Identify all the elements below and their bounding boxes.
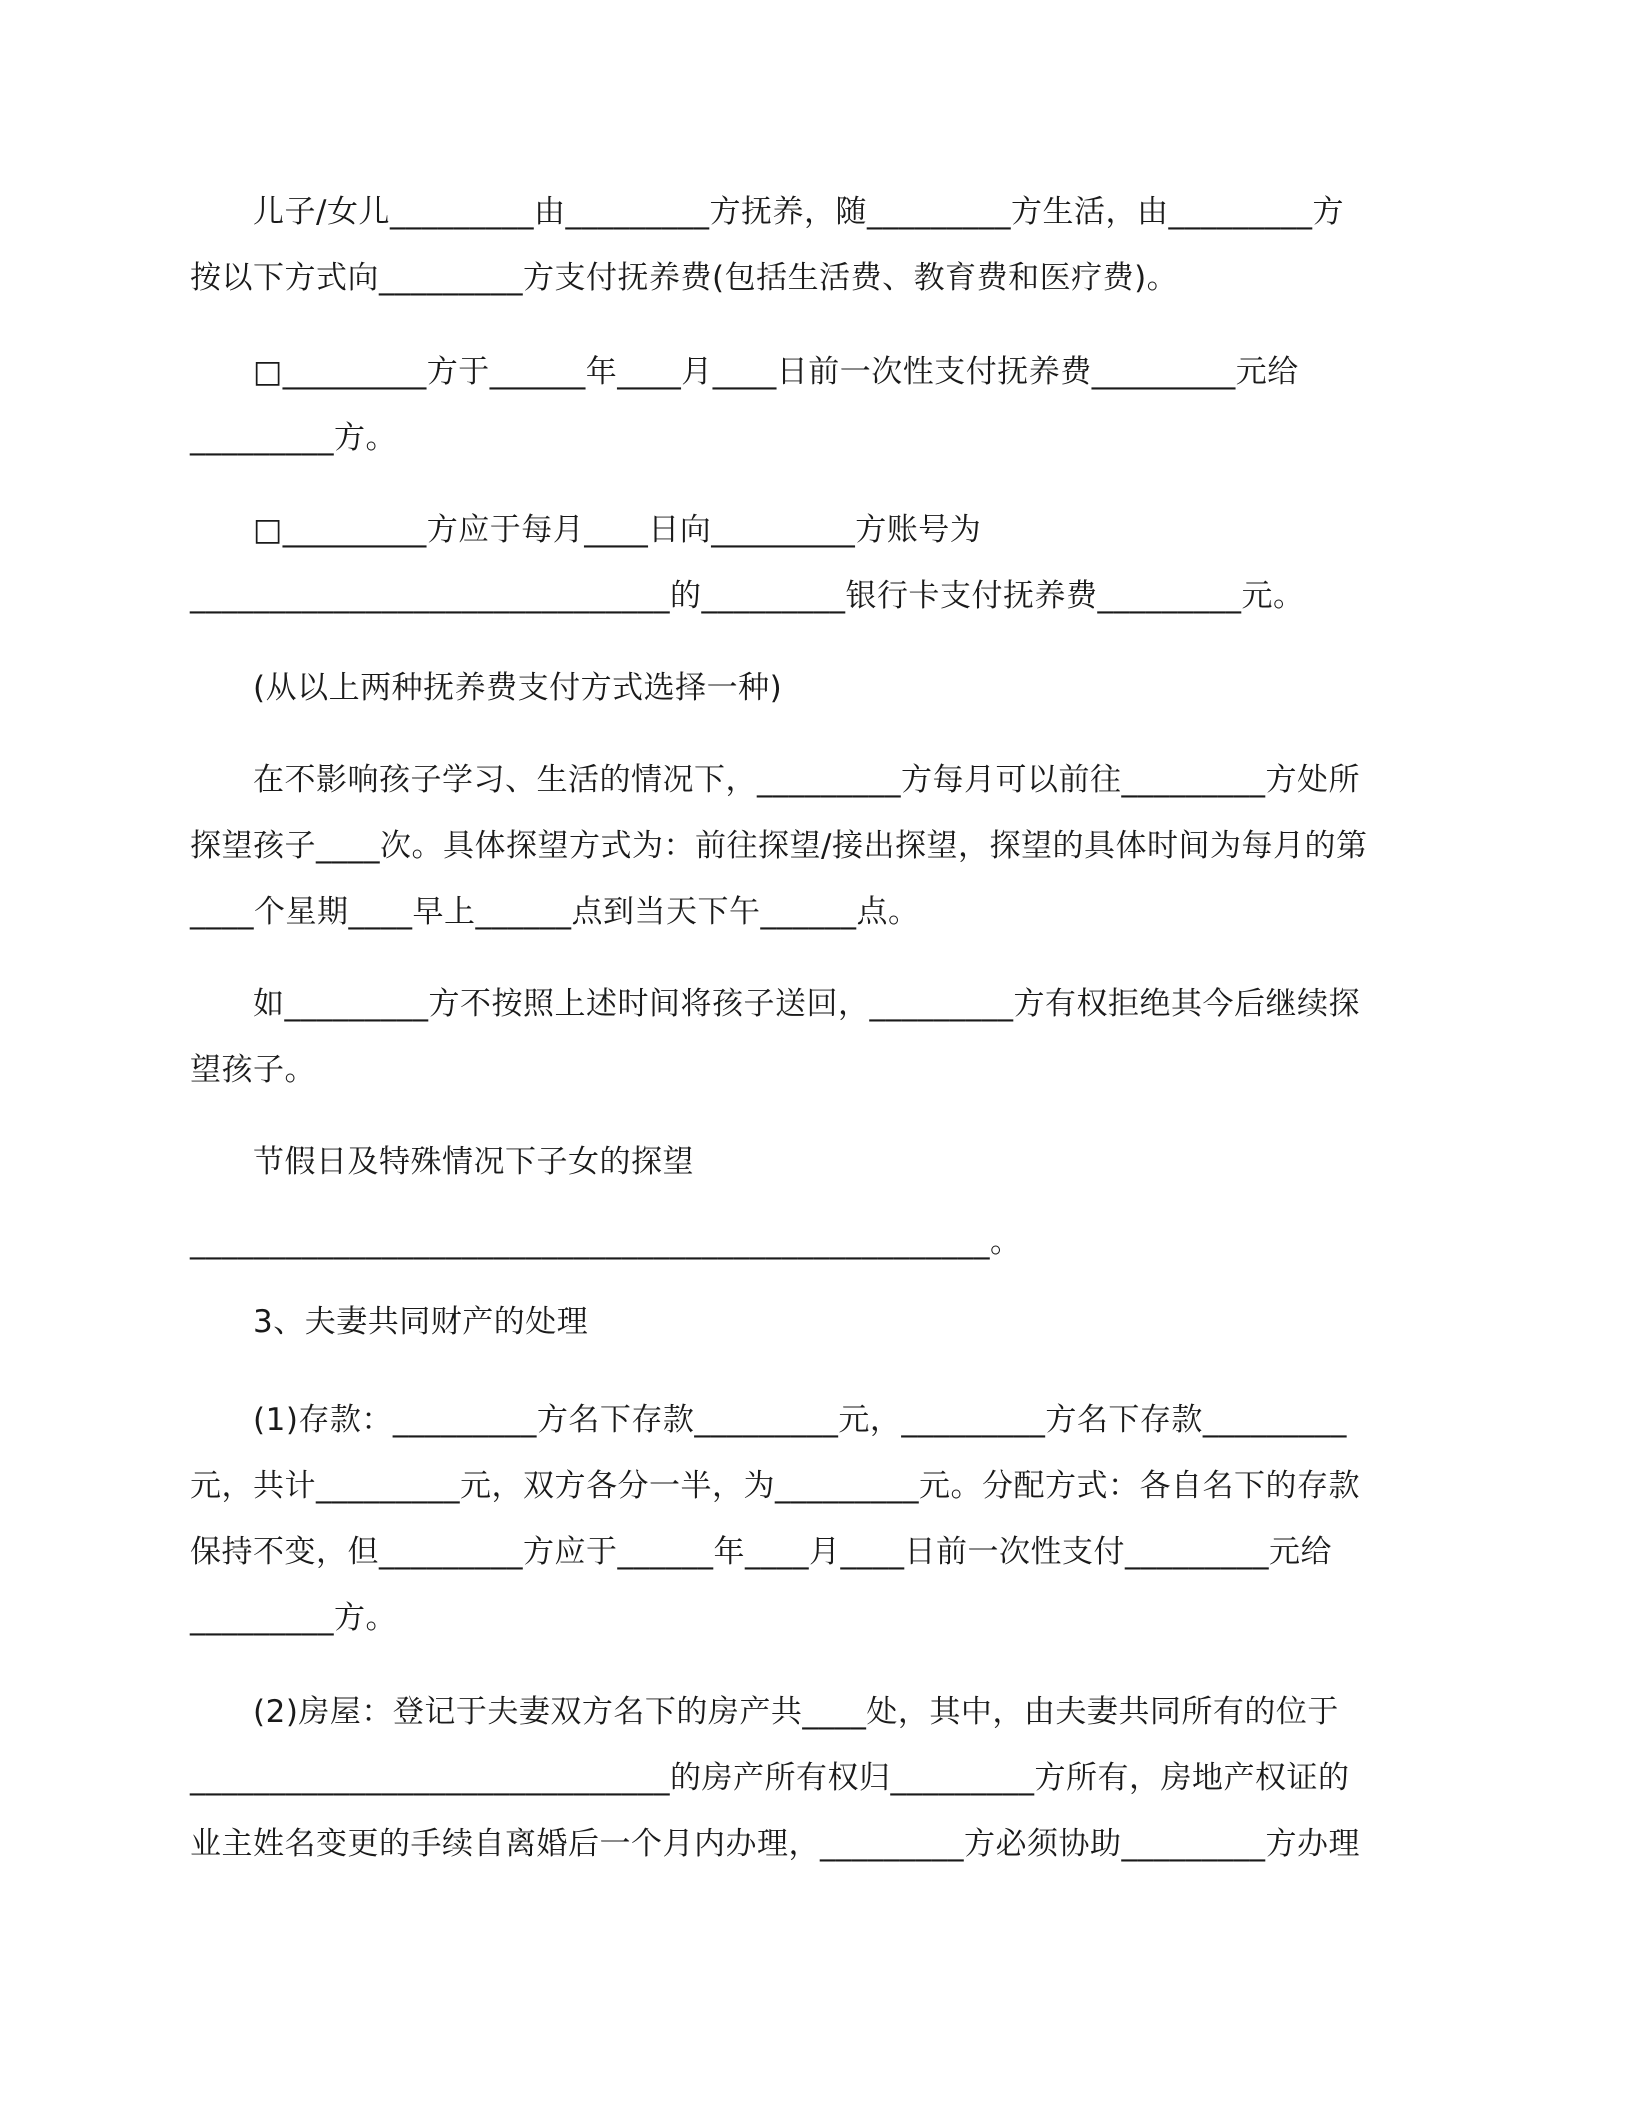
paragraph-deposits-line-2: 元，共计_________元，双方各分一半，为_________元。分配方式：各自名下的存款: [190, 1468, 1360, 1504]
option-lump-sum-line-2: _________方。: [190, 420, 397, 456]
paragraph-housing-line-1: (2)房屋：登记于夫妻双方名下的房产共____处，其中，由夫妻共同所有的位于: [253, 1694, 1339, 1730]
paragraph-visitation-line-3: ____个星期____早上______点到当天下午______点。: [190, 894, 920, 930]
paragraph-deposits-line-4: _________方。: [190, 1600, 397, 1636]
paragraph-visitation-line-2: 探望孩子____次。具体探望方式为：前往探望/接出探望，探望的具体时间为每月的第: [190, 828, 1368, 864]
paragraph-return-line-1: 如_________方不按照上述时间将孩子送回，_________方有权拒绝其今后继续探: [253, 986, 1360, 1022]
paragraph-holiday-line-2: __________________________________________________。: [190, 1224, 1022, 1260]
option-lump-sum-line-1: □_________方于______年____月____日前一次性支付抚养费_________元给: [253, 354, 1299, 390]
payment-choice-note: (从以上两种抚养费支付方式选择一种): [253, 670, 783, 706]
paragraph-return-line-2: 望孩子。: [190, 1052, 316, 1088]
paragraph-housing-line-3: 业主姓名变更的手续自离婚后一个月内办理，_________方必须协助_________方办理: [190, 1826, 1360, 1862]
section-heading-property: 3、夫妻共同财产的处理: [253, 1304, 589, 1340]
paragraph-deposits-line-1: (1)存款：_________方名下存款_________元，_________方名下存款_________: [253, 1402, 1347, 1438]
paragraph-holiday-line-1: 节假日及特殊情况下子女的探望: [253, 1144, 694, 1180]
paragraph-visitation-line-1: 在不影响孩子学习、生活的情况下，_________方每月可以前往_________方处所: [253, 762, 1360, 798]
paragraph-custody-line-1: 儿子/女儿_________由_________方抚养，随_________方生活，由_________方: [253, 194, 1344, 230]
paragraph-housing-line-2: ______________________________的房产所有权归_________方所有，房地产权证的: [190, 1760, 1350, 1796]
option-monthly-line-1: □_________方应于每月____日向_________方账号为: [253, 512, 982, 548]
paragraph-deposits-line-3: 保持不变，但_________方应于______年____月____日前一次性支付_________元给: [190, 1534, 1332, 1570]
option-monthly-line-2: ______________________________的_________银行卡支付抚养费_________元。: [190, 578, 1305, 614]
paragraph-custody-line-2: 按以下方式向_________方支付抚养费(包括生活费、教育费和医疗费)。: [190, 260, 1179, 296]
